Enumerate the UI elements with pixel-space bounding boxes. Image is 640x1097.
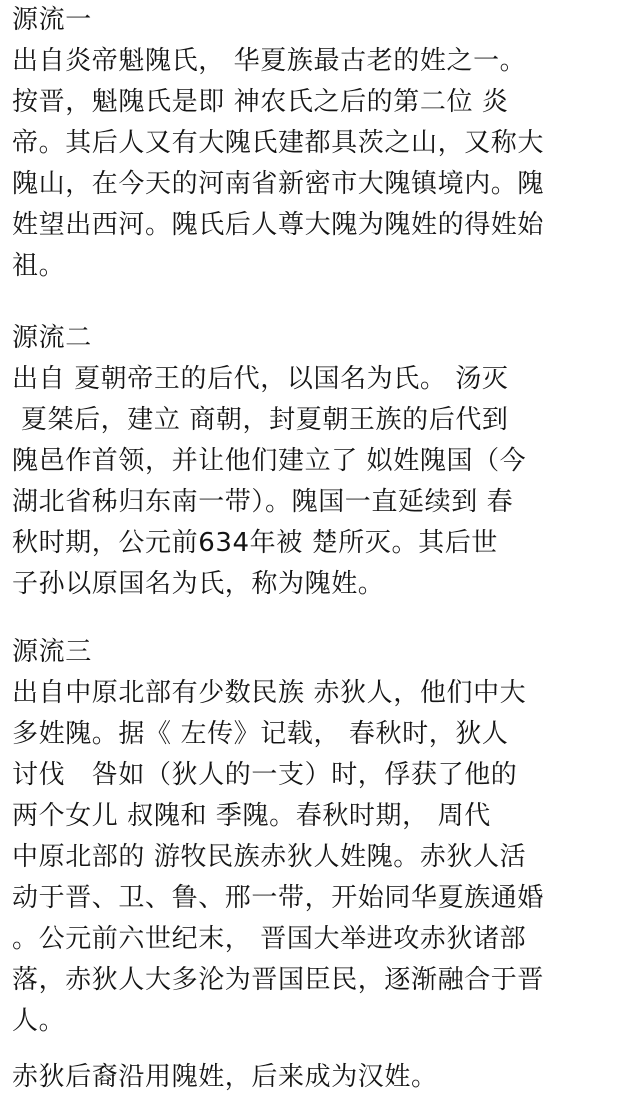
section-1-line-6: 祖。 <box>12 251 66 281</box>
section-3-line-2: 多姓隗。据《 左传》记载， 春秋时，狄人 <box>12 719 509 749</box>
section-3-heading: 源流三 <box>12 637 92 667</box>
section-2-line-6: 子孙以原国名为氏，称为隗姓。 <box>12 569 385 599</box>
section-2-line-3: 隗邑作首领，并让他们建立了 姒姓隗国（今 <box>12 446 527 476</box>
section-2-line-5: 秋时期，公元前634年被 楚所灭。其后世 <box>12 528 498 558</box>
section-3-line-3: 讨伐 咎如（狄人的一支）时，俘获了他的 <box>12 760 518 790</box>
section-3-line-1: 出自中原北部有少数民族 赤狄人，他们中大 <box>12 678 527 708</box>
section-2-line-1: 出自 夏朝帝王的后代，以国名为氏。 汤灭 <box>12 364 509 394</box>
closing-line: 赤狄后裔沿用隗姓，后来成为汉姓。 <box>12 1062 438 1092</box>
section-3-line-7: 。公元前六世纪末， 晋国大举进攻赤狄诸部 <box>12 924 527 954</box>
section-1-line-5: 姓望出西河。隗氏后人尊大隗为隗姓的得姓始 <box>12 210 545 240</box>
section-3-line-6: 动于晋、卫、鲁、邢一带，开始同华夏族通婚 <box>12 883 545 913</box>
section-1-line-3: 帝。其后人又有大隗氏建都具茨之山，又称大 <box>12 128 545 158</box>
section-1-line-2: 按晋，魁隗氏是即 神农氏之后的第二位 炎 <box>12 87 509 117</box>
section-2-line-4: 湖北省秭归东南一带）。隗国一直延续到 春 <box>12 487 514 517</box>
section-3-line-5: 中原北部的 游牧民族赤狄人姓隗。赤狄人活 <box>12 842 527 872</box>
section-3-line-9: 人。 <box>12 1006 66 1036</box>
section-2-heading: 源流二 <box>12 323 92 353</box>
section-1-line-4: 隗山，在今天的河南省新密市大隗镇境内。隗 <box>12 169 545 199</box>
section-1-line-1: 出自炎帝魁隗氏， 华夏族最古老的姓之一。 <box>12 46 527 76</box>
section-3-line-4: 两个女儿 叔隗和 季隗。春秋时期， 周代 <box>12 801 491 831</box>
section-3-line-8: 落，赤狄人大多沦为晋国臣民，逐渐融合于晋 <box>12 965 545 995</box>
section-1-heading: 源流一 <box>12 5 92 35</box>
section-2-line-2: 夏桀后，建立 商朝，封夏朝王族的后代到 <box>12 405 509 435</box>
